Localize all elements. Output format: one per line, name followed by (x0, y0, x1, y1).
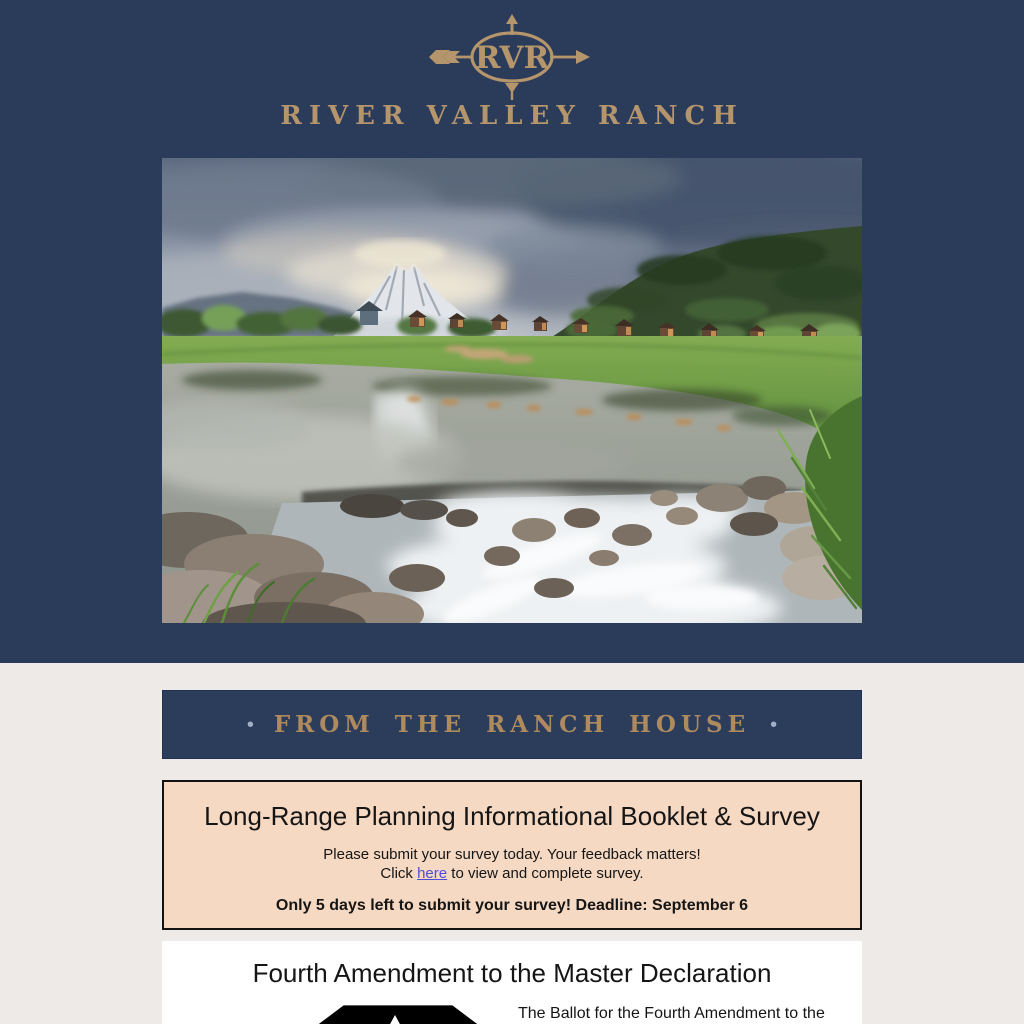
hero-photo (162, 158, 862, 623)
survey-title: Long-Range Planning Informational Booklet & Survey (204, 801, 820, 831)
survey-line2-prefix: Click (380, 865, 418, 882)
banner-title: FROM THE RANCH HOUSE (273, 711, 751, 738)
banner-bullet-left: • (246, 713, 254, 736)
brand-wordmark: RIVER VALLEY RANCH (280, 101, 744, 131)
rvr-logo[interactable] (424, 13, 600, 101)
amendment-card (162, 941, 862, 1024)
hero-photo-illustration (162, 158, 862, 623)
amendment-title: Fourth Amendment to the Master Declaration (252, 958, 772, 988)
survey-callout (162, 780, 862, 930)
section-banner (162, 690, 862, 759)
banner-bullet-right: • (770, 713, 778, 736)
amendment-body: The Ballot for the Fourth Amendment to the (518, 1005, 825, 1022)
rvr-logo-icon (424, 13, 600, 101)
ballot-box-icon (318, 1003, 478, 1024)
logo-monogram: RVR (474, 40, 550, 76)
survey-line1: Please submit your survey today. Your feedback matters! (323, 846, 701, 863)
survey-line2-suffix: to view and complete survey. (447, 865, 644, 882)
survey-line2 (164, 864, 860, 883)
survey-link[interactable]: here (417, 865, 448, 882)
survey-deadline: Only 5 days left to submit your survey! Deadline: September 6 (275, 897, 749, 914)
